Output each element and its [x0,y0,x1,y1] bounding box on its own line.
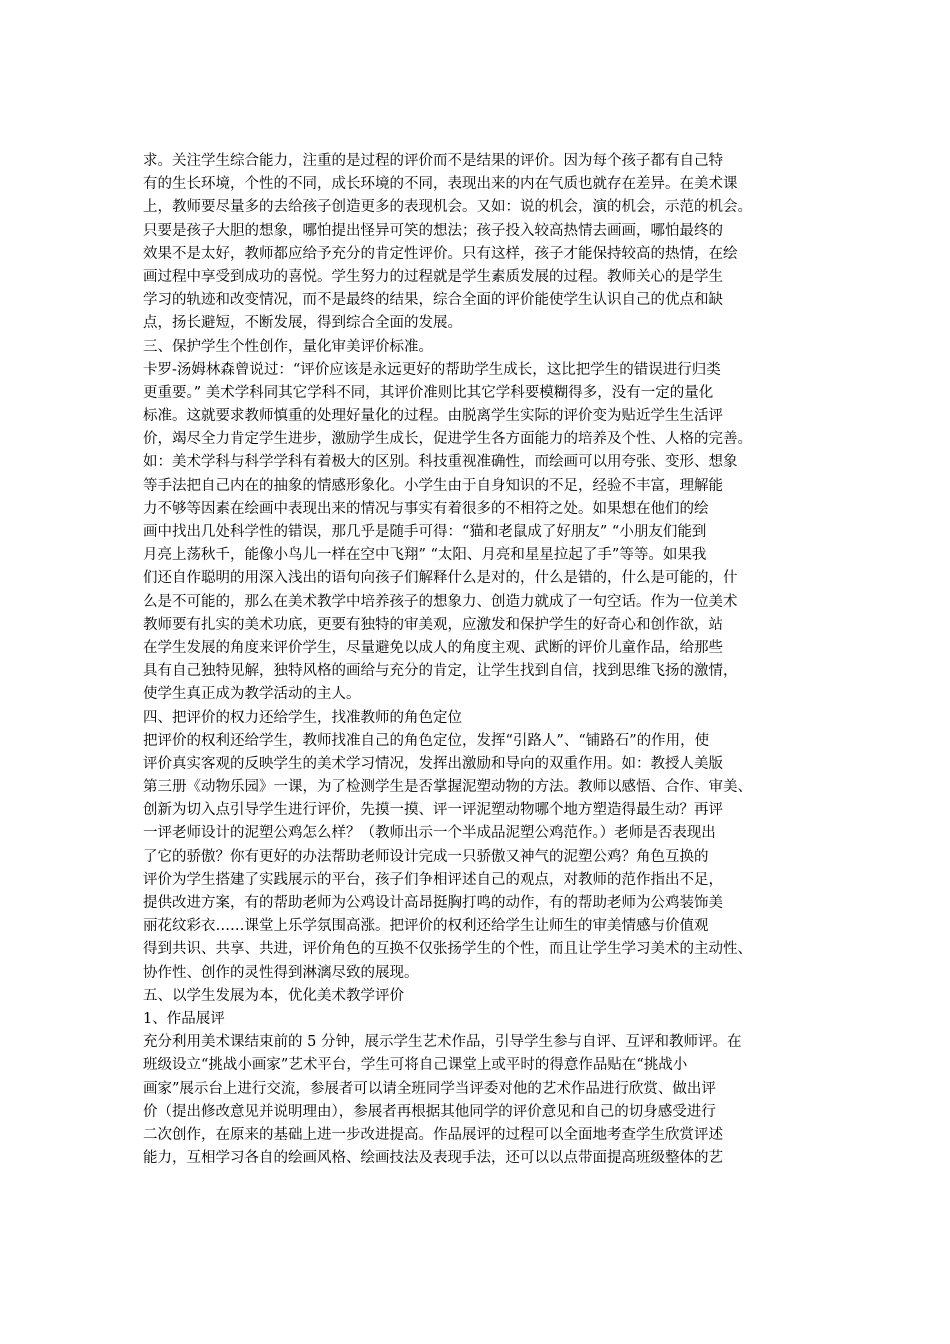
text-line: 标准。这就要求教师慎重的处理好量化的过程。由脱离学生实际的评价变为贴近学生生活评 [143,408,723,425]
text-line: 教师要有扎实的美术功底，更要有独特的审美观，应激发和保护学生的好奇心和创作欲，站 [143,616,723,633]
text-line: 画中找出几处科学性的错误，那几乎是随手可得：“猫和老鼠成了好朋友” “小朋友们能到 [143,524,707,540]
text-line: 评价真实客观的反映学生的美术学习情况，发挥出激励和导向的双重作用。如：教授人美版 [143,755,723,772]
text-line: 卡罗-汤姆林森曾说过：“评价应该是永远更好的帮助学生成长，这比把学生的错误进行归类 [143,361,721,378]
text-line: 五、以学生发展为本，优化美术教学评价 [143,987,404,1004]
text-line: 第三册《动物乐园》一课，为了检测学生是否掌握泥塑动物的方法。教师以感悟、合作、审美、 [143,779,752,796]
text-line: 学习的轨迹和改变情况，而不是最终的结果，综合全面的评价能使学生认识自己的优点和缺 [143,292,723,309]
text-line: 班级设立“挑战小画家”艺术平台，学生可将自己课堂上或平时的得意作品贴在“挑战小 [143,1057,688,1074]
text-line: 一评老师设计的泥塑公鸡怎么样？（教师出示一个半成品泥塑公鸡范作。）老师是否表现出 [143,825,716,842]
text-line: 画过程中享受到成功的喜悦。学生努力的过程就是学生素质发展的过程。教师关心的是学生 [143,268,723,285]
text-line: 提供改进方案，有的帮助老师为公鸡设计高昂挺胸打鸣的动作，有的帮助老师为公鸡装饰美 [143,895,723,911]
text-line: 更重要。” 美术学科同其它学科不同，其评价准则比其它学科要模糊得多，没有一定的量化 [143,384,714,401]
text-line: 把评价的权利还给学生，教师找准自己的角色定位，发挥“引路人”、“铺路石”的作用，使 [143,732,710,749]
text-line: 价（提出修改意见并说明理由），参展者再根据其他同学的评价意见和自己的切身感受进行 [143,1103,716,1120]
text-line: 在学生发展的角度来评价学生，尽量避免以成人的角度主观、武断的评价儿童作品，给那些 [143,639,723,656]
text-line: 1、作品展评 [143,1010,225,1027]
text-line: 协作性、创作的灵性得到淋漓尽致的展现。 [143,964,419,981]
text-line: 么是不可能的，那么在美术教学中培养孩子的想象力、创造力就成了一句空话。作为一位美术 [143,593,738,610]
text-line: 二次创作，在原来的基础上进一步改进提高。作品展评的过程可以全面地考查学生欣赏评述 [143,1126,723,1143]
text-line: 创新为切入点引导学生进行评价，先摸一摸、评一评泥塑动物哪个地方塑造得最生动？再评 [143,802,723,819]
text-line: 充分利用美术课结束前的 5 分钟，展示学生艺术作品，引导学生参与自评、互评和教师评。在 [143,1034,742,1051]
text-line: 上，教师要尽量多的去给孩子创造更多的表现机会。又如：说的机会，演的机会，示范的机会。 [143,199,752,216]
text-line: 三、保护学生个性创作，量化审美评价标准。 [143,338,433,355]
text-line: 们还自作聪明的用深入浅出的语句向孩子们解释什么是对的，什么是错的，什么是可能的，什 [143,570,738,587]
text-line: 只要是孩子大胆的想象，哪怕提出怪异可笑的想法；孩子投入较高热情去画画，哪怕最终的 [143,222,723,239]
text-line: 如：美术学科与科学学科有着极大的区别。科技重视准确性，而绘画可以用夸张、变形、想象 [143,454,738,471]
document-body [143,150,823,1170]
text-line: 效果不是太好，教师都应给予充分的肯定性评价。只有这样，孩子才能保持较高的热情，在绘 [143,245,738,262]
text-line: 具有自己独特见解，独特风格的画给与充分的肯定，让学生找到自信，找到思维飞扬的激情， [143,663,738,680]
text-line: 画家”展示台上进行交流，参展者可以请全班同学当评委对他的艺术作品进行欣赏、做出评 [143,1080,716,1097]
text-line: 四、把评价的权力还给学生，找准教师的角色定位 [143,709,462,726]
text-line: 得到共识、共享、共进，评价角色的互换不仅张扬学生的个性，而且让学生学习美术的主动性、 [143,941,752,958]
text-line: 力不够等因素在绘画中表现出来的情况与事实有着很多的不相符之处。如果想在他们的绘 [143,500,709,517]
text-line: 了它的骄傲？你有更好的办法帮助老师设计完成一只骄傲又神气的泥塑公鸡？角色互换的 [143,848,709,865]
text-line: 月亮上荡秋千，能像小鸟儿一样在空中飞翔” “太阳、月亮和星星拉起了手”等等。如果我 [143,547,707,564]
text-line: 求。关注学生综合能力，注重的是过程的评价而不是结果的评价。因为每个孩子都有自己特 [143,153,723,169]
text-line: 使学生真正成为教学活动的主人。 [143,686,361,703]
text-line: 丽花纹彩衣……课堂上乐学氛围高涨。把评价的权利还给学生让师生的审美情感与价值观 [143,918,709,935]
text-line: 能力，互相学习各自的绘画风格、绘画技法及表现手法，还可以以点带面提高班级整体的艺 [143,1150,723,1167]
text-line: 价，竭尽全力肯定学生进步，激励学生成长，促进学生各方面能力的培养及个性、人格的完善。 [143,431,752,448]
text-line: 等手法把自己内在的抽象的情感形象化。小学生由于自身知识的不足，经验不丰富，理解能 [143,477,723,494]
text-line: 评价为学生搭建了实践展示的平台，孩子们争相评述自己的观点，对教师的范作指出不足， [143,871,723,888]
text-line: 点，扬长避短，不断发展，得到综合全面的发展。 [143,315,462,332]
text-line: 有的生长环境，个性的不同，成长环境的不同，表现出来的内在气质也就存在差异。在美术课 [143,176,738,193]
